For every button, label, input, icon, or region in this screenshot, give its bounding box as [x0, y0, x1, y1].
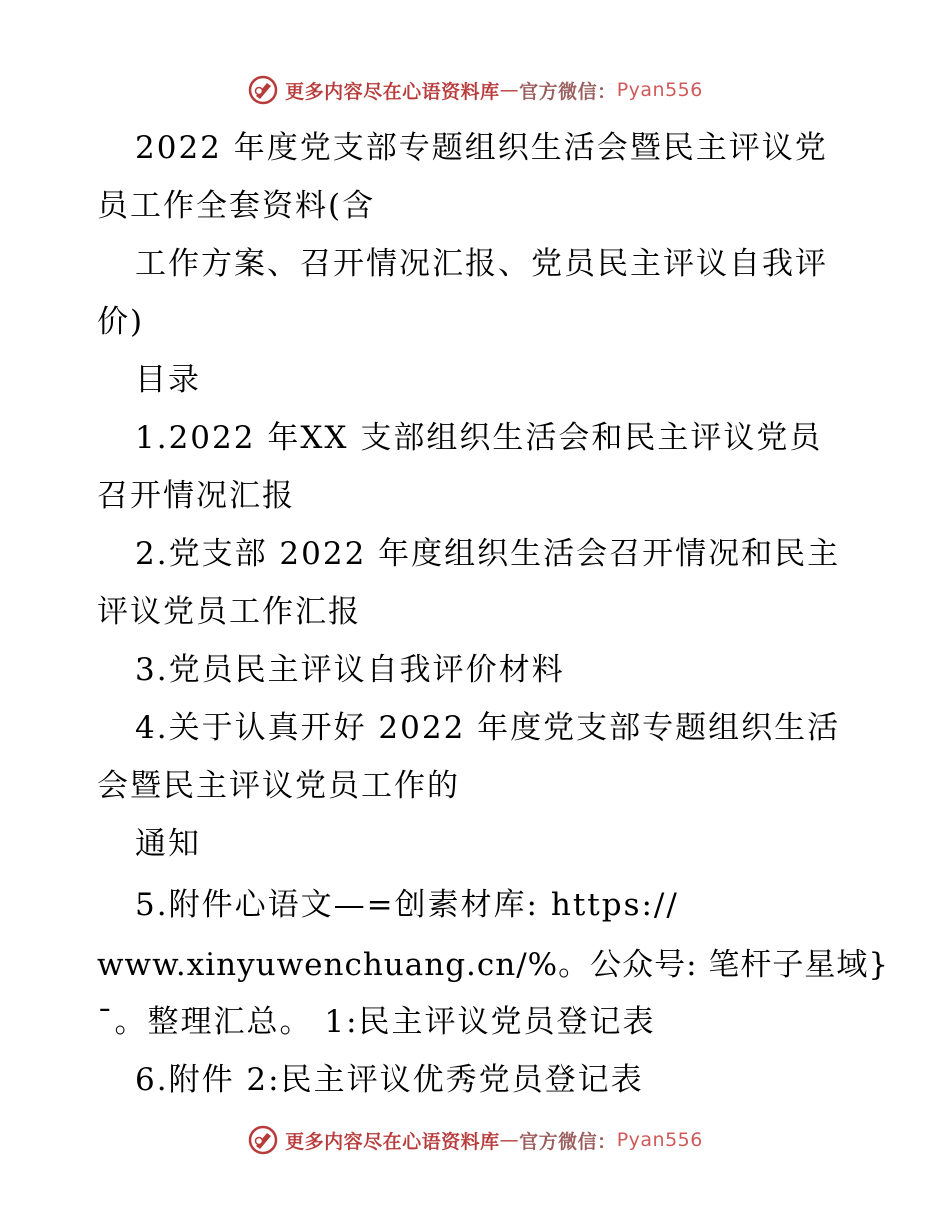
toc-item-2-line-2: 评议党员工作汇报	[97, 594, 361, 630]
brush-logo-icon	[247, 74, 279, 106]
watermark-main-text: 更多内容尽在心语资料库	[285, 1130, 500, 1153]
watermark-dash: —	[499, 79, 520, 101]
toc-item-5-line-2: www.xinyuwenchuang.cn/%。公众号: 笔杆子星域}	[97, 947, 890, 983]
title-line-3: 工作方案、召开情况汇报、党员民主评议自我评	[135, 246, 828, 282]
toc-item-4-line-3: 通知	[135, 826, 201, 862]
brush-logo-icon	[247, 1124, 279, 1156]
watermark-main-text: 更多内容尽在心语资料库	[285, 80, 500, 103]
footer-watermark	[0, 1120, 950, 1160]
watermark-dash: —	[499, 1129, 520, 1151]
toc-heading: 目录	[135, 362, 201, 398]
header-watermark	[0, 70, 950, 110]
toc-item-3: 3.党员民主评议自我评价材料	[135, 652, 565, 688]
toc-item-1-line-2: 召开情况汇报	[97, 478, 295, 514]
watermark-label: 官方微信：	[519, 1130, 617, 1153]
toc-item-4-line-2: 会暨民主评议党员工作的	[97, 768, 460, 804]
toc-item-5-line-1: 5.附件心语文—=创素材库: https://	[135, 887, 679, 923]
title-line-1: 2022 年度党支部专题组织生活会暨民主评议党	[135, 130, 828, 166]
watermark-wechat-id: Pyan556	[616, 79, 703, 101]
title-line-2: 员工作全套资料(含	[97, 188, 376, 224]
toc-item-4-line-1: 4.关于认真开好 2022 年度党支部专题组织生活	[135, 710, 841, 746]
toc-item-6: 6.附件 2:民主评议优秀党员登记表	[135, 1062, 644, 1098]
title-line-4: 价)	[97, 304, 145, 340]
watermark-wechat-id: Pyan556	[616, 1129, 703, 1151]
toc-item-1-line-1: 1.2022 年XX 支部组织生活会和民主评议党员	[135, 420, 823, 456]
toc-item-5-line-3: ¯。整理汇总。 1:民主评议党员登记表	[97, 1004, 656, 1040]
watermark-label: 官方微信：	[519, 80, 617, 103]
toc-item-2-line-1: 2.党支部 2022 年度组织生活会召开情况和民主	[135, 536, 841, 572]
